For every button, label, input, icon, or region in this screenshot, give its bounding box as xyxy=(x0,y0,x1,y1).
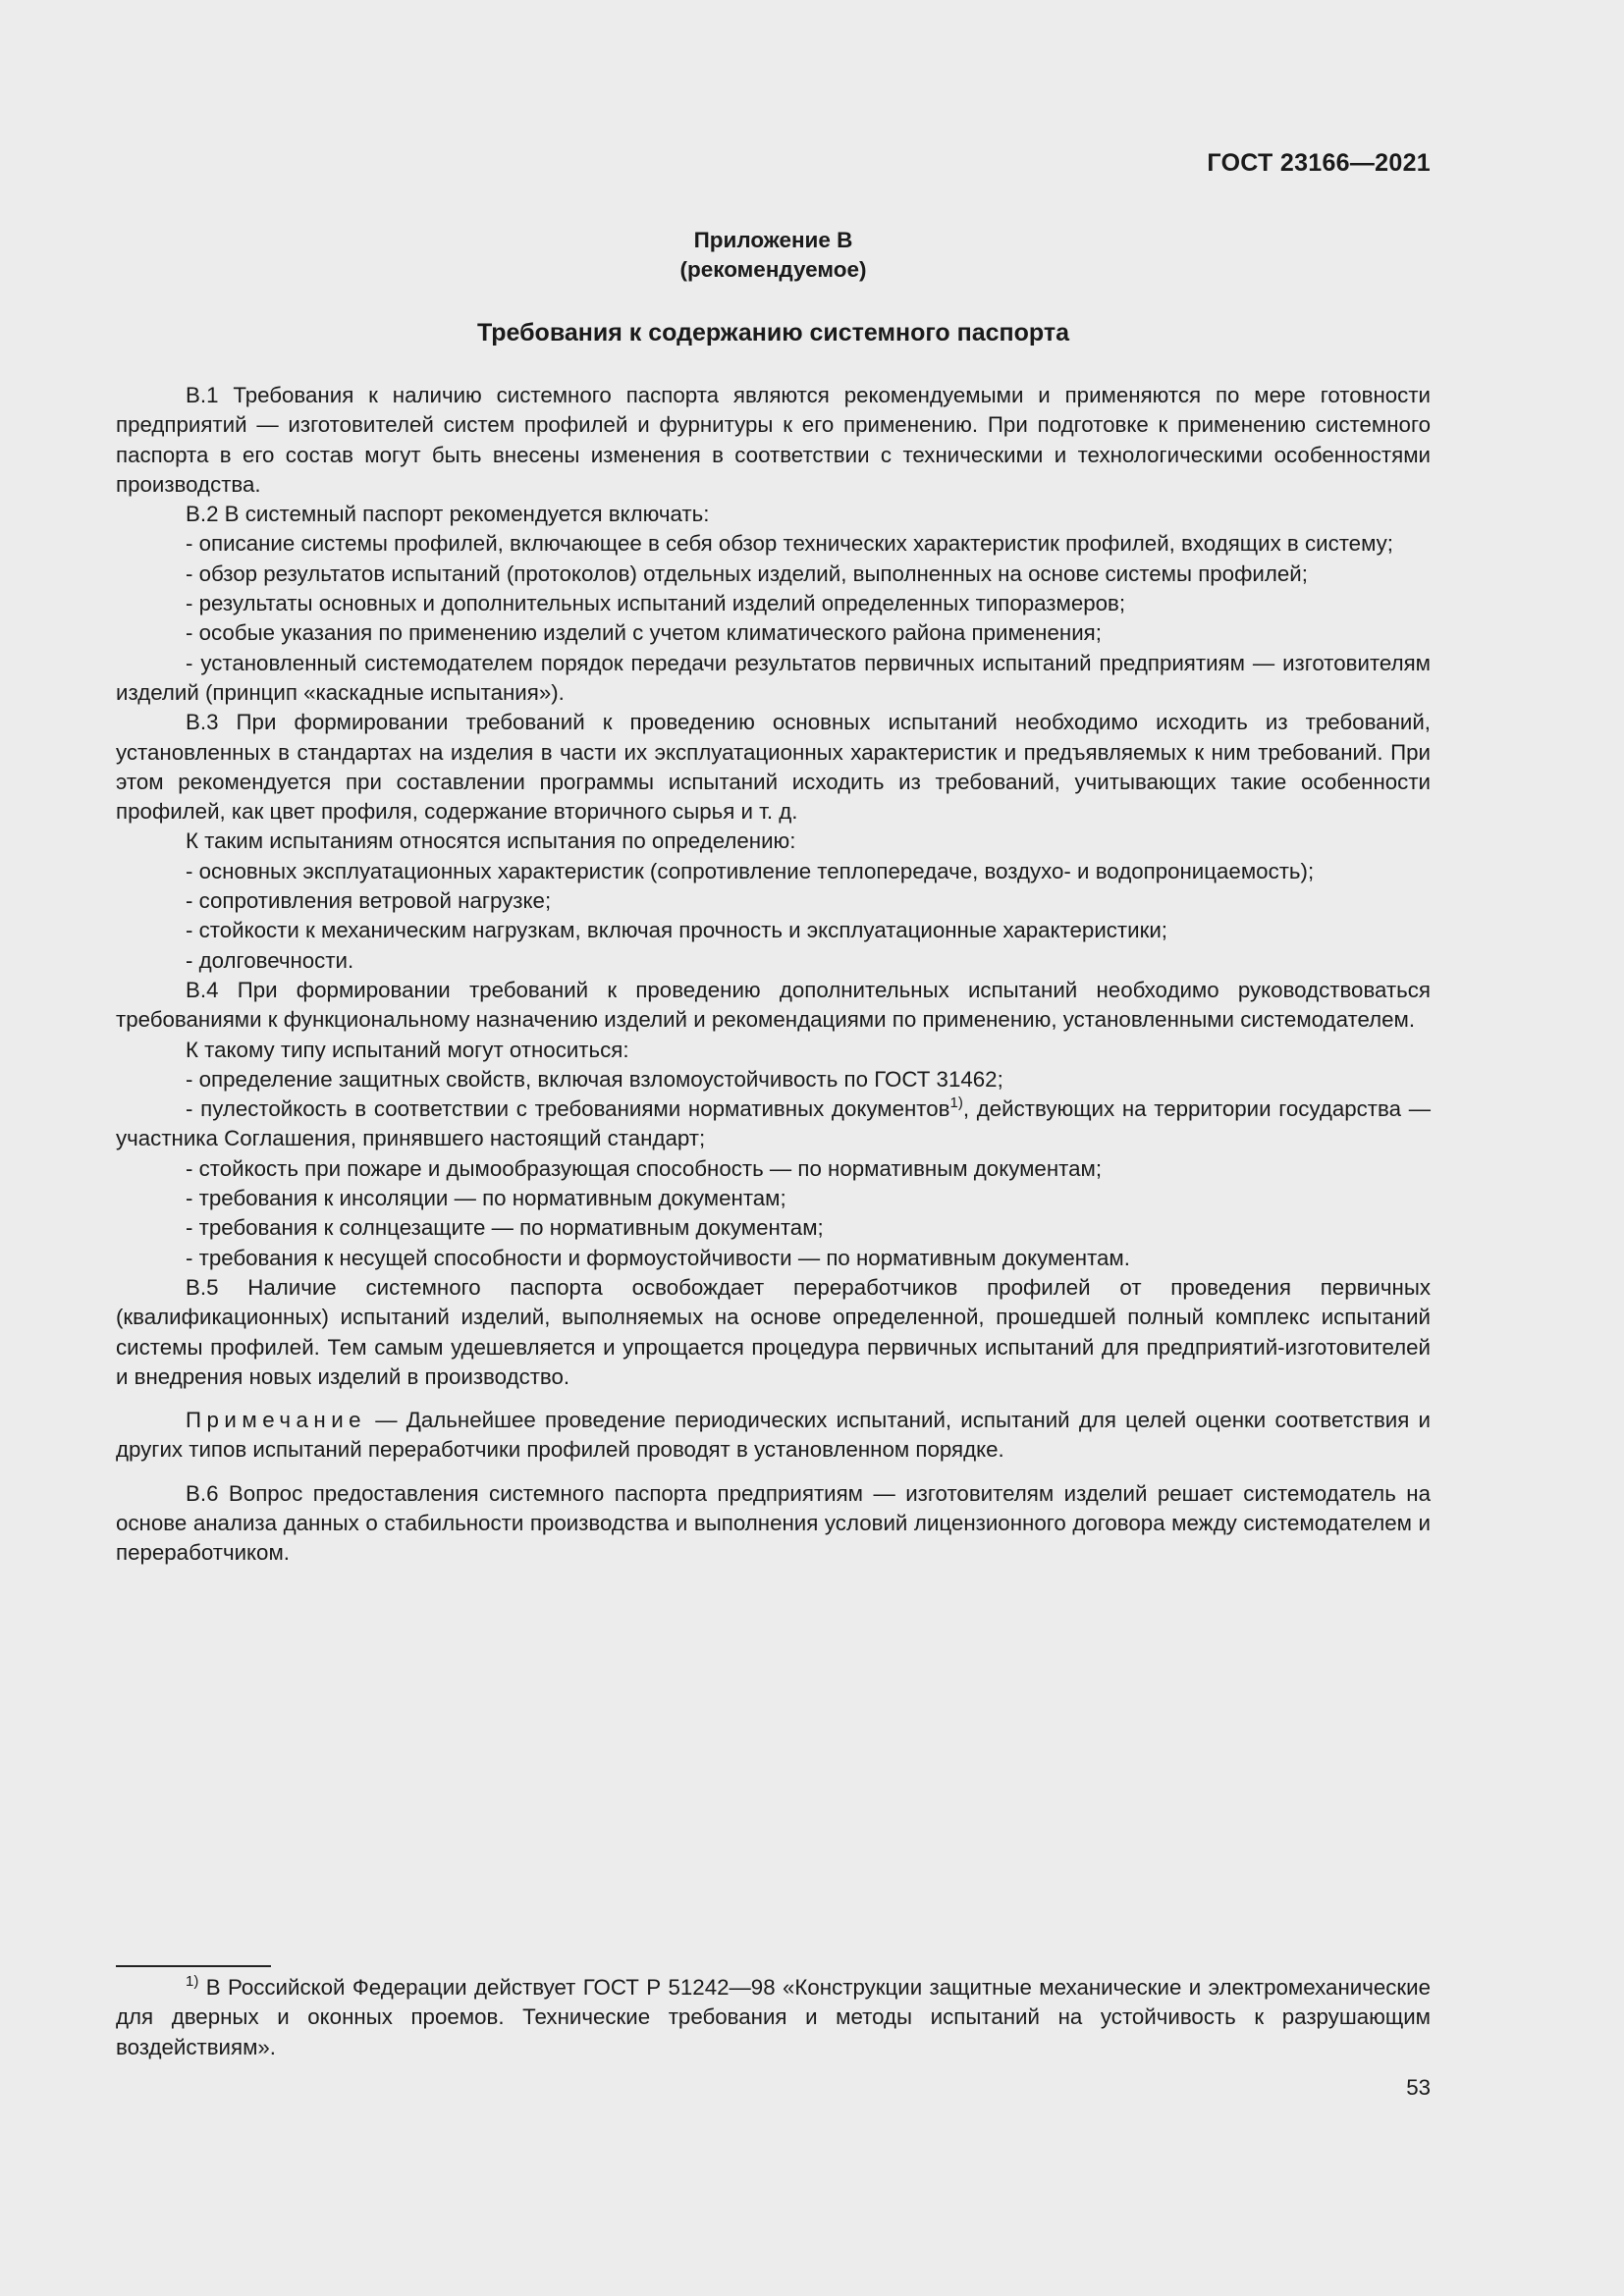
list-item: - требования к инсоляции — по нормативным документам; xyxy=(186,1186,786,1211)
list-item: - требования к солнцезащите — по нормативным документам; xyxy=(186,1215,824,1241)
list-item: - результаты основных и дополнительных испытаний изделий определенных типоразмеров; xyxy=(186,591,1126,616)
list-item-with-footnote xyxy=(116,1095,1431,1154)
section-title: Требования к содержанию системного паспорта xyxy=(476,319,1070,347)
list-item: - установленный системодателем порядок передачи результатов первичных испытаний предприятиям — изготовителям изделий (принцип «каскадные испытания»). xyxy=(116,650,1431,705)
footnote-text: В Российской Федерации действует ГОСТ Р 51242—98 «Конструкции защитные механические и электромеханические для дверных и оконных проемов. Технические требования и методы испытаний на устойчивость к разрушающим воздействиям». xyxy=(116,1975,1431,2059)
list-item: - обзор результатов испытаний (протоколов) отдельных изделий, выполненных на основе системы профилей; xyxy=(186,561,1308,586)
paragraph-additional-intro: К такому типу испытаний могут относиться: xyxy=(186,1037,629,1062)
list-item-text: - пулестойкость в соответствии с требованиями нормативных документов xyxy=(186,1096,950,1122)
paragraph-b5: В.5 Наличие системного паспорта освобождает переработчиков профилей от проведения первичных (квалификационных) испытаний изделий, выполняемых на основе определенной, прошедшей полный комплекс испытаний системы профилей. Тем самым удешевляется и упрощается процедура первичных испытаний для предприятий-изготовителей и внедрения новых изделий в производство. xyxy=(116,1274,1431,1389)
list-item: - стойкости к механическим нагрузкам, включая прочность и эксплуатационные характеристики; xyxy=(186,918,1168,943)
list-item: - описание системы профилей, включающее в себя обзор технических характеристик профилей, входящих в систему; xyxy=(186,531,1393,557)
paragraph-b4: В.4 При формировании требований к проведению дополнительных испытаний необходимо руководствоваться требованиями к функциональному назначению изделий и рекомендациями по применению, установленными системодателем. xyxy=(116,977,1431,1033)
list-item: - особые указания по применению изделий с учетом климатического района применения; xyxy=(186,620,1102,646)
footnote-divider xyxy=(116,1965,271,1967)
list-item: - определение защитных свойств, включая взломоустойчивость по ГОСТ 31462; xyxy=(186,1066,1003,1092)
standard-code: ГОСТ 23166—2021 xyxy=(1207,149,1431,177)
list-item-text-cont: , действующих на территории государства — участника Соглашения, принявшего настоящий стандарт; xyxy=(116,1096,1431,1151)
footnote-marker: 1) xyxy=(186,1973,199,1990)
page-number: 53 xyxy=(1406,2075,1431,2100)
list-item: - долговечности. xyxy=(186,947,354,973)
list-item: - стойкость при пожаре и дымообразующая способность — по нормативным документам; xyxy=(186,1155,1103,1181)
note-label: Примечание xyxy=(186,1408,367,1433)
list-item: - требования к несущей способности и формоустойчивости — по нормативным документам. xyxy=(186,1245,1130,1270)
paragraph-b6: В.6 Вопрос предоставления системного паспорта предприятиям — изготовителям изделий решает системодатель на основе анализа данных о стабильности производства и выполнения условий лицензионного договора между системодателем и переработчиком. xyxy=(116,1480,1431,1566)
paragraph-tests-intro: К таким испытаниям относятся испытания по определению: xyxy=(186,828,796,854)
paragraph-b3: В.3 При формировании требований к проведению основных испытаний необходимо исходить из требований, установленных в стандартах на изделия в части их эксплуатационных характеристик и предъявляемых к ним требований. При этом рекомендуется при составлении программы испытаний исходить из требований, учитывающих такие особенности профилей, как цвет профиля, содержание вторичного сырья и т. д. xyxy=(116,710,1431,825)
paragraph-b1: В.1 Требования к наличию системного паспорта являются рекомендуемыми и применяются по мере готовности предприятий — изготовителей систем профилей и фурнитуры к его применению. При подготовке к применению системного паспорта в его состав могут быть внесены изменения в соответствии с техническими и технологическими особенностями производства. xyxy=(116,383,1431,497)
list-item: - основных эксплуатационных характеристик (сопротивление теплопередаче, воздухо- и водопроницаемость); xyxy=(186,858,1315,883)
note xyxy=(116,1406,1431,1466)
appendix-status: (рекомендуемое) xyxy=(679,257,867,282)
footnote-ref: 1) xyxy=(949,1095,963,1112)
note-text: — Дальнейшее проведение периодических испытаний, испытаний для целей оценки соответствия и других типов испытаний переработчики профилей проводят в установленном порядке. xyxy=(116,1408,1431,1463)
list-item: - сопротивления ветровой нагрузке; xyxy=(186,888,552,914)
footnote xyxy=(116,1973,1431,2062)
body-text xyxy=(116,381,1431,1569)
appendix-title: Приложение В xyxy=(693,228,853,252)
appendix-heading xyxy=(0,226,1546,285)
paragraph-b2: В.2 В системный паспорт рекомендуется включать: xyxy=(186,502,710,527)
